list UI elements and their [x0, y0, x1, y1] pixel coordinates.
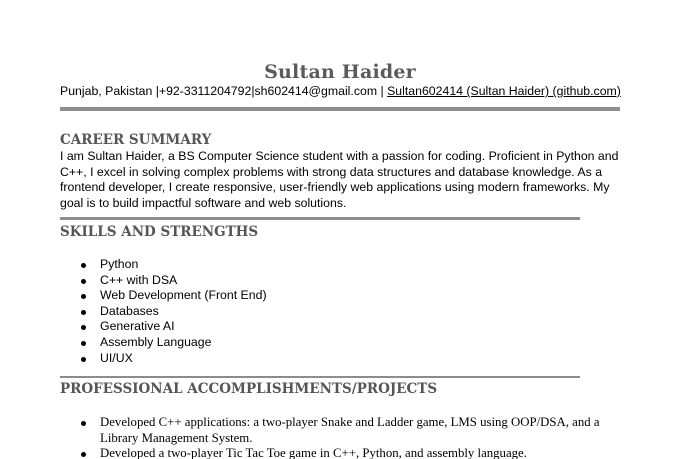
skill-item: Generative AI — [100, 319, 267, 335]
skill-item: Web Development (Front End) — [100, 288, 267, 303]
skills-divider — [60, 376, 580, 378]
projects-list — [60, 415, 620, 459]
project-item: Developed a two-player Tic Tac Toe game in C++, Python, and assembly language. — [100, 446, 620, 459]
summary-divider — [60, 217, 580, 220]
skills-list — [60, 257, 267, 366]
career-summary-heading: CAREER SUMMARY — [60, 132, 212, 148]
career-summary-text: I am Sultan Haider, a BS Computer Science student with a passion for coding. Proficient in Python and C++, I excel in solving complex problems with strong data structures and database knowledge. As a frontend developer, I create responsive, user-friendly web applications using modern frameworks. My goal is to build impactful software and web solutions. — [60, 149, 619, 210]
github-link[interactable]: Sultan602414 (Sultan Haider) (github.com) — [387, 84, 621, 98]
skill-item: Python — [100, 257, 267, 273]
skill-item: Assembly Language — [100, 335, 267, 351]
skill-item: C++ with DSA — [100, 273, 267, 289]
skills-heading: SKILLS AND STRENGTHS — [60, 224, 259, 240]
contact-details: Punjab, Pakistan |+92-3311204792|sh602414@gmail.com | — [60, 84, 388, 98]
skill-item: UI/UX — [100, 351, 267, 367]
skill-item: Databases — [100, 304, 267, 320]
contact-line — [60, 84, 620, 99]
header-divider — [60, 107, 620, 111]
project-item: Developed C++ applications: a two-player Snake and Ladder game, LMS using OOP/DSA, and a Library Management System. — [100, 415, 620, 446]
projects-heading: PROFESSIONAL ACCOMPLISHMENTS/PROJECTS — [60, 381, 438, 397]
candidate-name: Sultan Haider — [264, 61, 416, 83]
